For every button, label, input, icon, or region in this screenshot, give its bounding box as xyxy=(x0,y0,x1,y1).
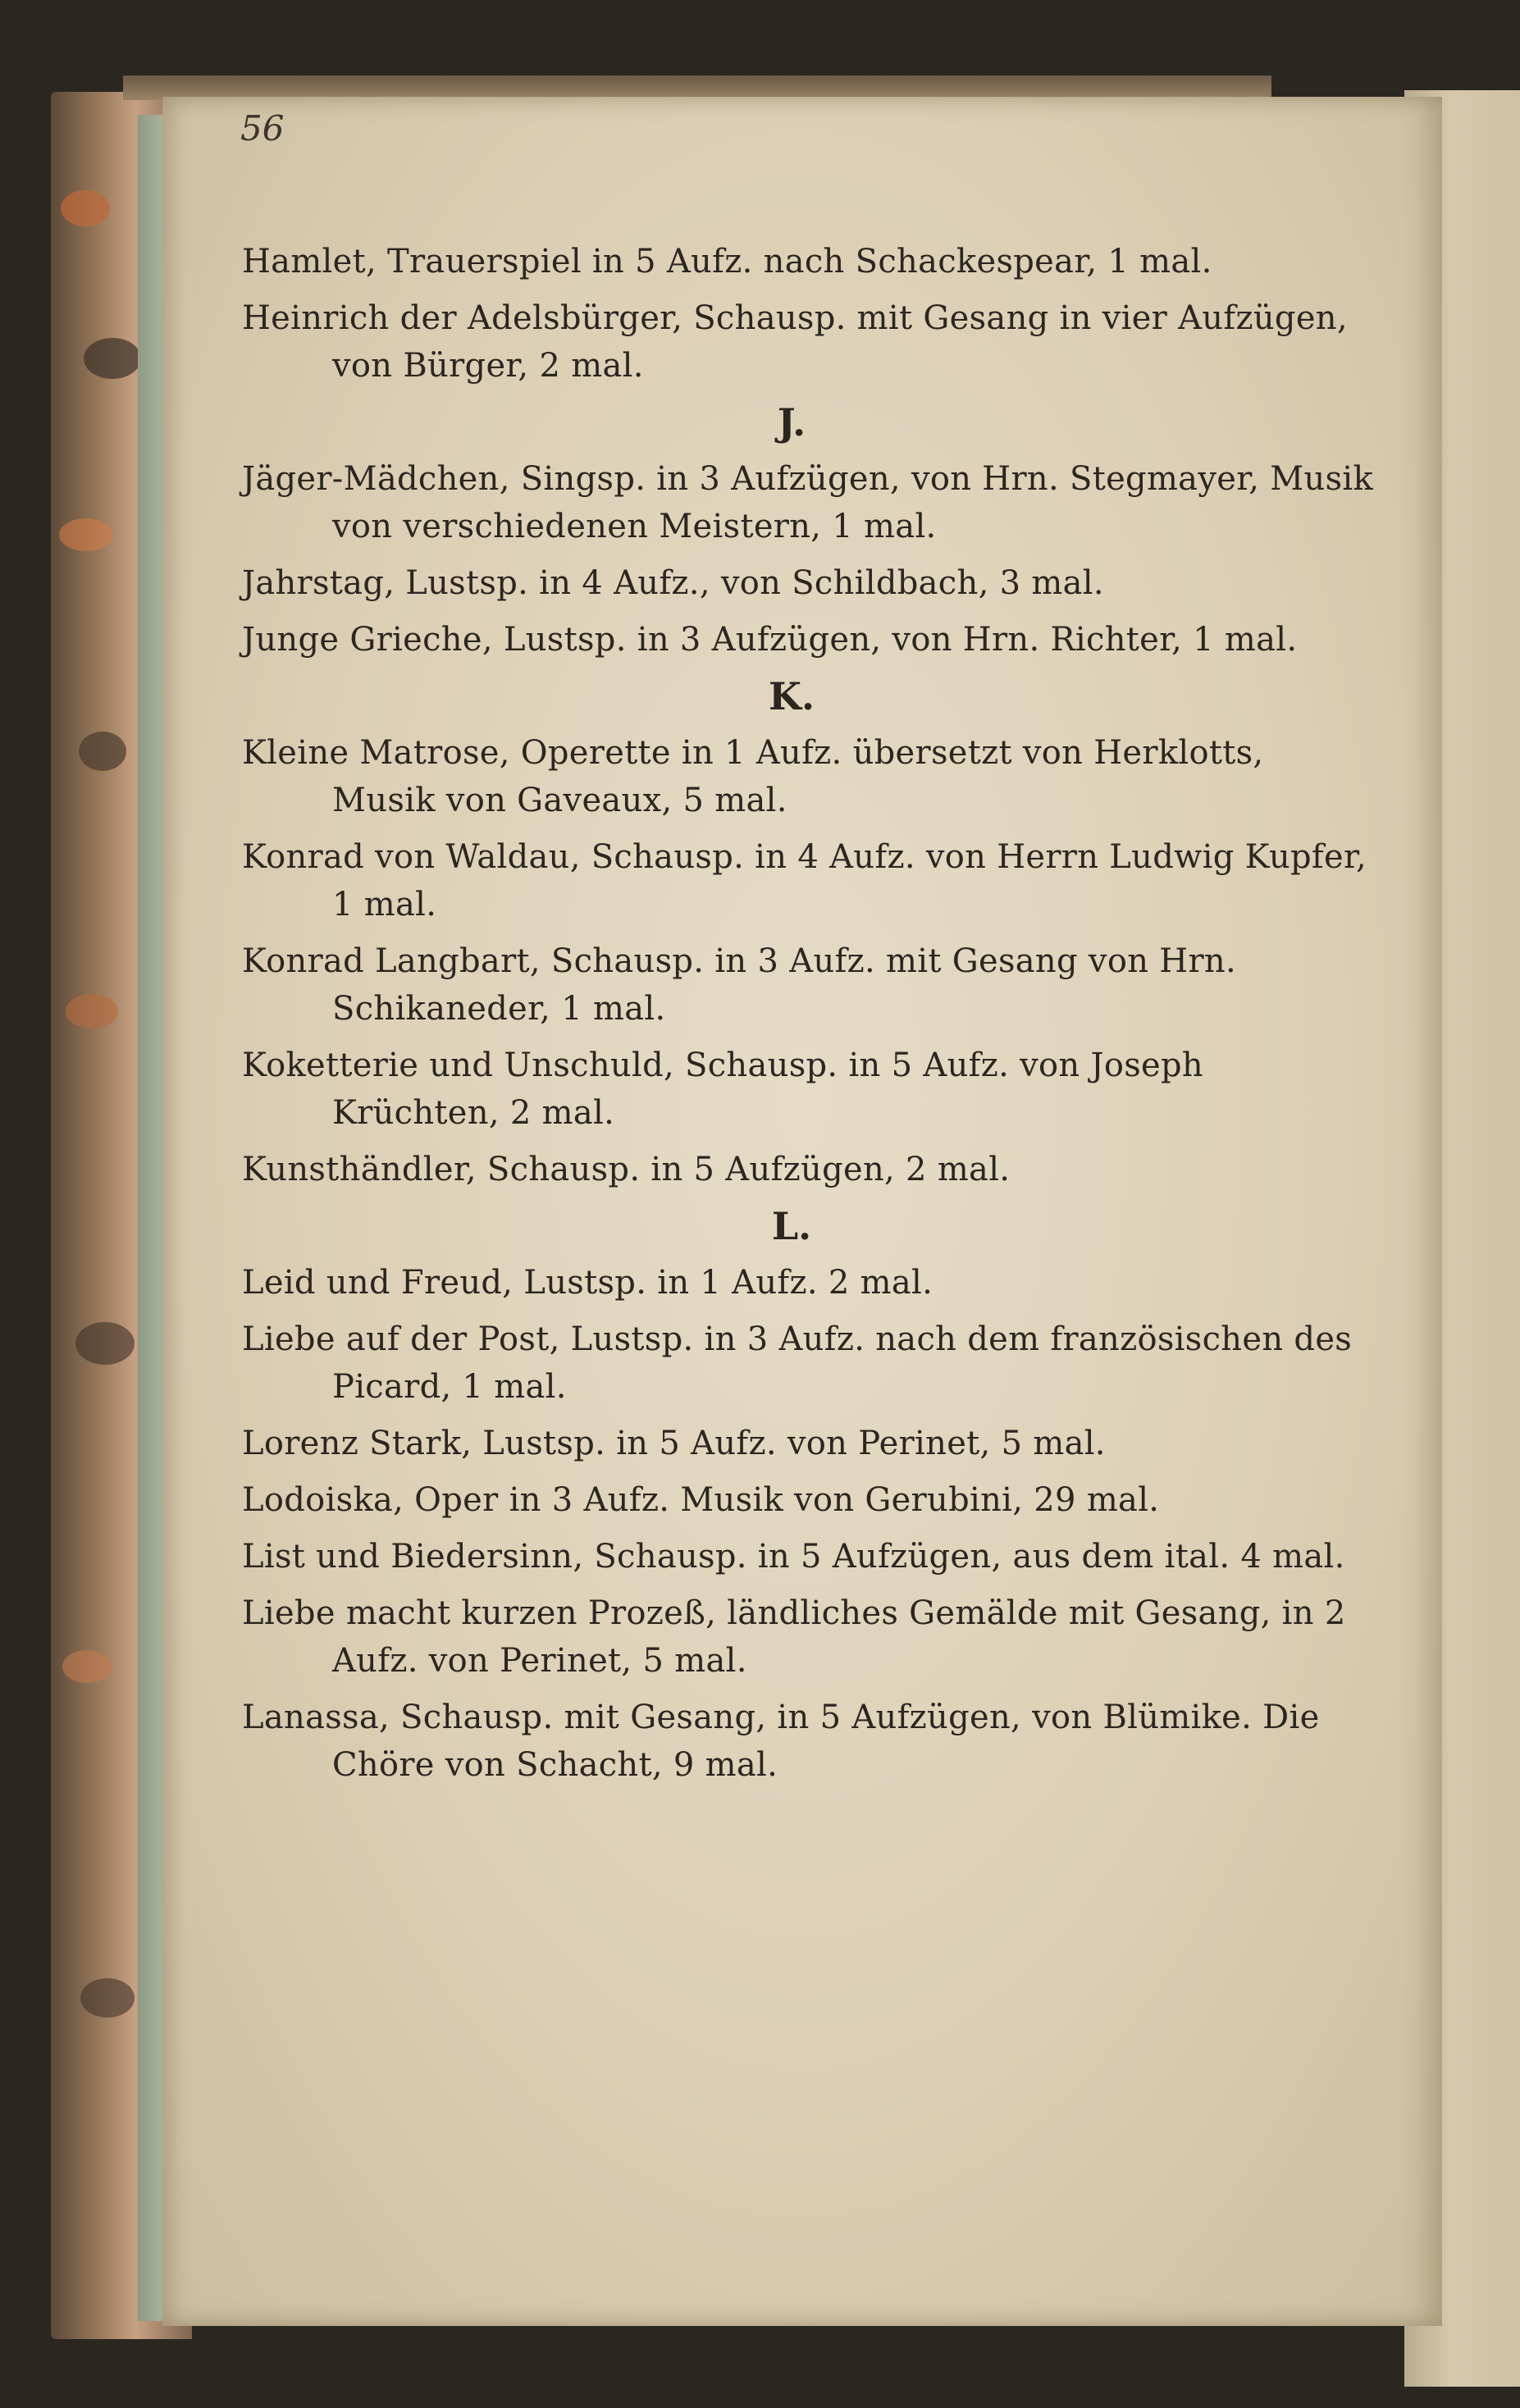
play-entry: Liebe auf der Post, Lustsp. in 3 Aufz. nach dem französischen des Picard, 1 mal. xyxy=(242,1320,1353,1406)
section-letter: K. xyxy=(769,674,815,718)
play-entry: List und Biedersinn, Schausp. in 5 Aufzügen, aus dem ital. 4 mal. xyxy=(242,1538,1345,1576)
play-entry: Lodoiska, Oper in 3 Aufz. Musik von Gerubini, 29 mal. xyxy=(242,1481,1160,1519)
play-entry: Liebe macht kurzen Prozeß, ländliches Gemälde mit Gesang, in 2 Aufz. von Perinet, 5 mal. xyxy=(242,1594,1346,1680)
play-entry: Kunsthändler, Schausp. in 5 Aufzügen, 2 mal. xyxy=(242,1151,1011,1188)
play-entry: Lorenz Stark, Lustsp. in 5 Aufz. von Perinet, 5 mal. xyxy=(242,1425,1106,1462)
play-entry: Kleine Matrose, Operette in 1 Aufz. übersetzt von Herklotts, Musik von Gaveaux, 5 mal. xyxy=(242,734,1264,819)
play-entry: Junge Grieche, Lustsp. in 3 Aufzügen, von Hrn. Richter, 1 mal. xyxy=(242,621,1298,659)
play-entry: Hamlet, Trauerspiel in 5 Aufz. nach Schackespear, 1 mal. xyxy=(242,243,1212,280)
play-entry: Konrad Langbart, Schausp. in 3 Aufz. mit Gesang von Hrn. Schikaneder, 1 mal. xyxy=(242,942,1236,1028)
play-entry: Koketterie und Unschuld, Schausp. in 5 Aufz. von Joseph Krüchten, 2 mal. xyxy=(242,1047,1203,1132)
play-entry: Heinrich der Adelsbürger, Schausp. mit Gesang in vier Aufzügen, von Bürger, 2 mal. xyxy=(242,299,1348,385)
section-letter: J. xyxy=(777,400,806,445)
play-entry: Lanassa, Schausp. mit Gesang, in 5 Aufzügen, von Blümike. Die Chöre von Schacht, 9 mal. xyxy=(242,1699,1320,1784)
play-entry: Jäger-Mädchen, Singsp. in 3 Aufzügen, von Hrn. Stegmayer, Musik von verschiedenen Meistern, 1 mal. xyxy=(242,460,1374,545)
page-number: 56 xyxy=(240,108,285,148)
play-list xyxy=(242,238,1374,1798)
play-entry: Konrad von Waldau, Schausp. in 4 Aufz. von Herrn Ludwig Kupfer, 1 mal. xyxy=(242,838,1367,924)
play-entry: Jahrstag, Lustsp. in 4 Aufz., von Schildbach, 3 mal. xyxy=(242,564,1104,602)
section-letter: L. xyxy=(771,1204,812,1248)
play-entry: Leid und Freud, Lustsp. in 1 Aufz. 2 mal. xyxy=(242,1264,933,1302)
